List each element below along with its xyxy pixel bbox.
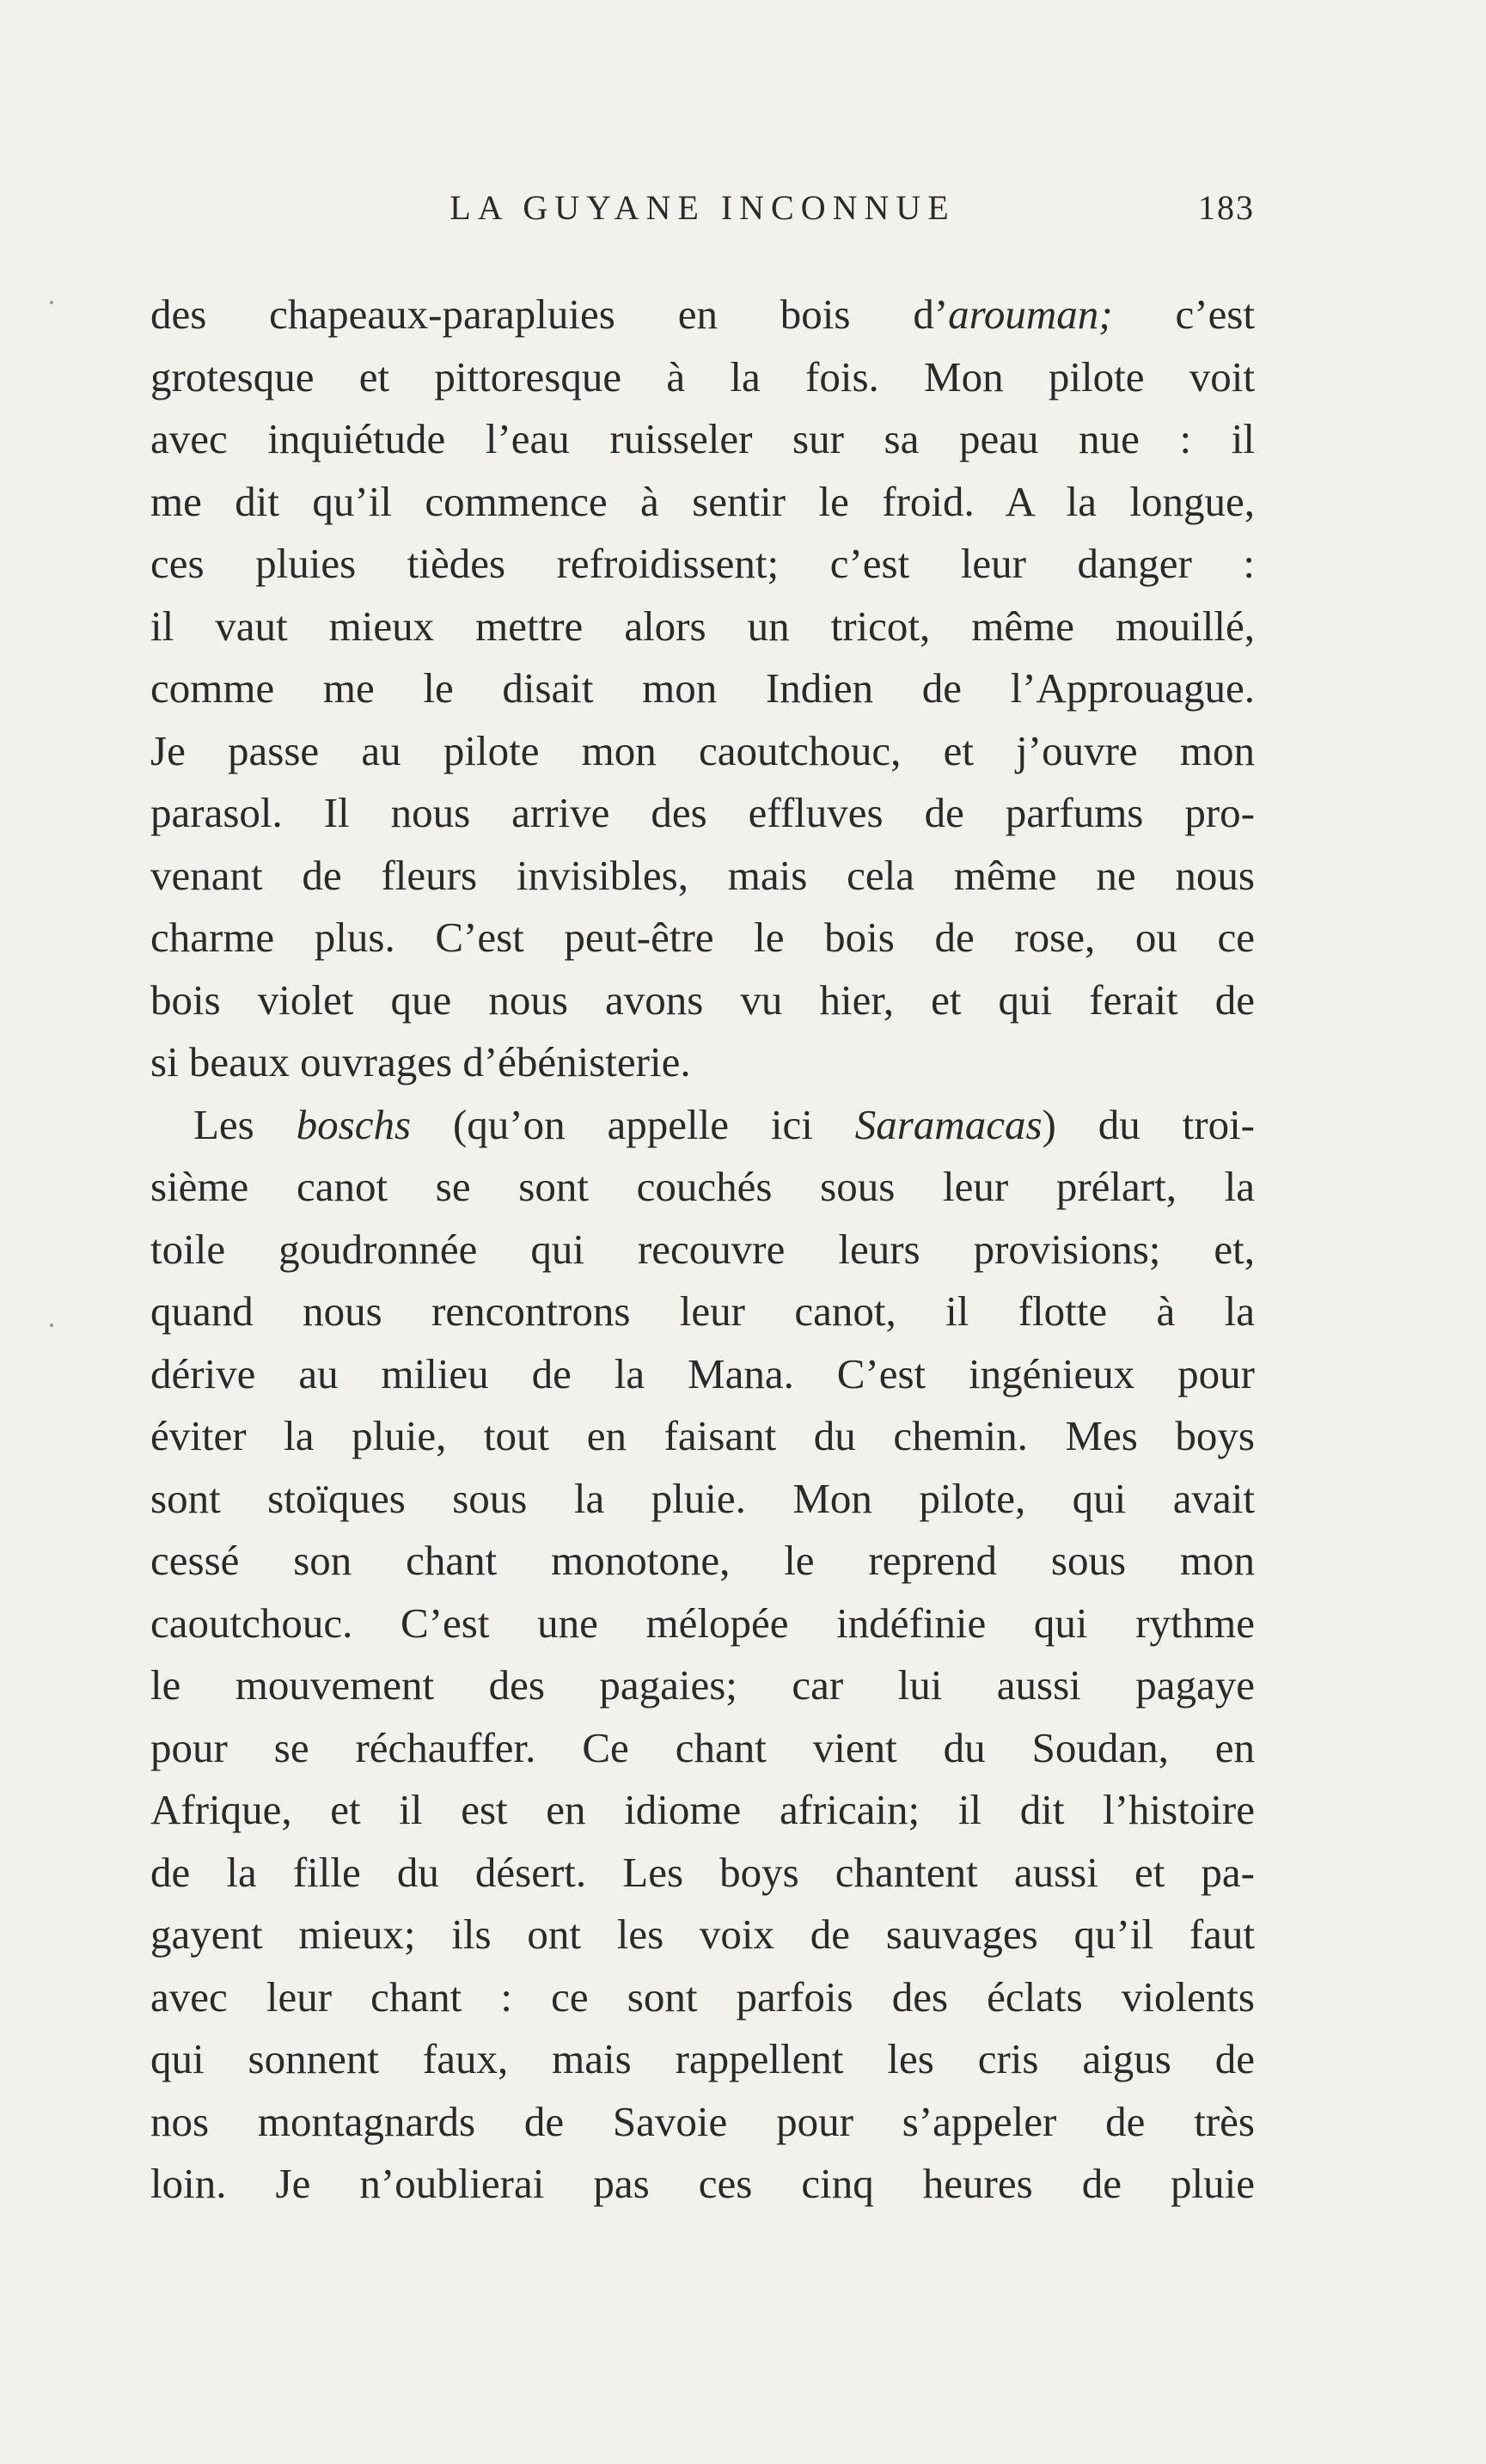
text-line [150,1530,1255,1593]
text-segment: ces pluies tièdes refroidissent; c’est leur danger : [150,540,1255,587]
text-line [150,1031,1255,1094]
text-segment: dérive au milieu de la Mana. C’est ingénieux pour [150,1349,1255,1397]
paper-speck [50,301,53,304]
text-segment: gayent mieux; ils ont les voix de sauvages qu’il faut [150,1911,1255,1958]
text-line [150,533,1255,596]
text-line [150,284,1255,346]
text-line [150,1779,1255,1842]
text-line [150,1717,1255,1780]
text-segment: sont stoïques sous la pluie. Mon pilote, qui avait [150,1474,1255,1522]
text-segment: quand nous rencontrons leur canot, il flotte à la [150,1287,1255,1335]
text-line [150,1593,1255,1655]
text-segment: si beaux ouvrages d’ébénisterie. [150,1038,691,1085]
text-segment: cessé son chant monotone, le reprend sous mon [150,1537,1255,1584]
text-segment: caoutchouc. C’est une mélopée indéfinie qui rythme [150,1599,1255,1647]
text-segment: éviter la pluie, tout en faisant du chemin. Mes boys [150,1412,1255,1459]
text-line [150,1156,1255,1219]
italic-text: arouman; [948,290,1113,338]
text-segment: qui sonnent faux, mais rappellent les cris aigus de [150,2035,1255,2082]
italic-text: Saramacas [854,1100,1043,1148]
text-segment: avec inquiétude l’eau ruisseler sur sa peau nue : il [150,415,1255,462]
italic-text: boschs [296,1100,412,1148]
text-line [150,1654,1255,1717]
text-segment: le mouvement des pagaies; car lui aussi pagaye [150,1661,1255,1709]
text-line [150,2153,1255,2216]
text-line [150,2091,1255,2154]
text-line [150,596,1255,658]
text-segment: c’est [1112,290,1255,338]
running-title: LA GUYANE INCONNUE [449,188,956,227]
text-segment: bois violet que nous avons vu hier, et qui ferait de [150,975,1255,1024]
text-line [150,969,1255,1032]
text-segment: pour se réchauffer. Ce chant vient du Soudan, en [150,1723,1255,1771]
text-segment: Afrique, et il est en idiome africain; il dit l’histoire [150,1786,1255,1833]
text-segment: nos montagnards de Savoie pour s’appeler de très [150,2097,1255,2145]
text-line [150,845,1255,908]
text-line [150,408,1255,471]
text-segment: venant de fleurs invisibles, mais cela même ne nous [150,851,1255,899]
page-number: 183 [1198,188,1255,227]
text-segment: comme me le disait mon Indien de l’Approuague. [150,664,1255,712]
text-line [150,1405,1255,1468]
text-line [150,1281,1255,1343]
text-segment: parasol. Il nous arrive des effluves de parfums pro- [150,789,1255,836]
text-line [150,1094,1255,1157]
text-line [150,1842,1255,1905]
text-line [150,720,1255,783]
paper-speck [50,1324,53,1327]
text-segment: il vaut mieux mettre alors un tricot, même mouillé, [150,602,1255,650]
page-header [150,187,1255,239]
text-segment: me dit qu’il commence à sentir le froid. A la longue, [150,477,1255,525]
text-line [150,471,1255,534]
body-text [150,284,1255,2216]
text-segment: avec leur chant : ce sont parfois des éclats violents [150,1972,1255,2021]
text-line [150,907,1255,969]
text-line [150,1343,1255,1406]
text-segment: grotesque et pittoresque à la fois. Mon pilote voit [150,352,1255,400]
text-segment: de la fille du désert. Les boys chantent aussi et pa- [150,1848,1255,1896]
text-line [150,1966,1255,2029]
text-line [150,657,1255,720]
text-line [150,346,1255,409]
text-segment: loin. Je n’oublierai pas ces cinq heures de pluie [150,2160,1255,2207]
text-segment: Les [193,1100,297,1148]
text-segment: charme plus. C’est peut-être le bois de rose, ou ce [150,914,1255,961]
text-line [150,1904,1255,1966]
text-line [150,1468,1255,1531]
text-line [150,2028,1255,2091]
text-segment: (qu’on appelle ici [411,1100,855,1148]
text-segment: sième canot se sont couchés sous leur prélart, la [150,1163,1255,1210]
text-segment: ) du troi- [1042,1100,1255,1148]
text-line [150,782,1255,845]
text-segment: Je passe au pilote mon caoutchouc, et j’ouvre mon [150,726,1255,774]
text-segment: toile goudronnée qui recouvre leurs provisions; et, [150,1225,1255,1273]
text-segment: des chapeaux-parapluies en bois d’ [150,290,949,338]
text-line [150,1219,1255,1281]
